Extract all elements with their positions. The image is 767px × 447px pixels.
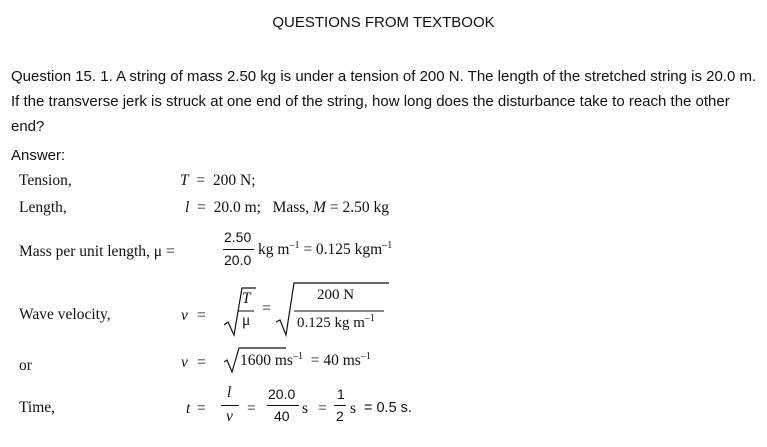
- time-bar3: [334, 405, 346, 406]
- time-bar1: [221, 405, 239, 406]
- answer-heading: Answer:: [11, 147, 66, 164]
- tension-label: Tension,: [19, 172, 72, 189]
- time-bar2: [267, 405, 299, 406]
- wave-velocity-equals: =: [197, 307, 206, 324]
- time-d3: 2: [336, 408, 344, 424]
- question-text: Question 15. 1. A string of mass 2.50 kg is under a tension of 200 N. The length of the stretched string is 20.0 m. If the transverse jerk is struck at one end of the string, how long does the disturbance take to reach the other end?: [11, 68, 757, 135]
- time-label: Time,: [19, 399, 56, 416]
- wave-velocity-label: Wave velocity,: [19, 306, 111, 323]
- time-n3: 1: [337, 386, 345, 402]
- wave-velocity-symbol: v: [181, 307, 188, 324]
- time-s2: s: [350, 400, 357, 417]
- or-equation: 1600 $ms^{-1} = 40$ $ms^{-1}$: [240, 351, 371, 370]
- or-symbol: v: [181, 354, 188, 371]
- mpl-result: kg $m^{-1} = 0.125$ kgm$^{-1}$: [258, 240, 393, 259]
- sqrt-frac-num: T: [242, 290, 251, 307]
- mass-per-length-label: Mass per unit length, μ =: [19, 243, 175, 260]
- or-label: or: [19, 357, 32, 374]
- mpl-denominator: 20.0: [224, 252, 252, 268]
- length-label: Length,: [19, 199, 67, 216]
- time-n1: l: [227, 384, 232, 401]
- mpl-fraction-bar: [223, 249, 254, 250]
- tension-equation: T = 200 N;: [180, 172, 256, 189]
- time-equals: =: [197, 400, 206, 417]
- page-title: QUESTIONS FROM TEXTBOOK: [272, 14, 495, 31]
- time-s1: s: [302, 400, 309, 417]
- time-eq3: =: [318, 400, 327, 417]
- length-equation: l = 20.0 m; Mass, M = 2.50 kg: [185, 199, 389, 216]
- mpl-numerator: 2.50: [224, 229, 252, 245]
- time-n2: 20.0: [268, 386, 296, 402]
- wave-velocity-eq2: =: [262, 300, 271, 317]
- time-d1: v: [226, 408, 233, 425]
- or-equals: =: [197, 354, 206, 371]
- rhs-numerator: 200 N: [317, 287, 355, 303]
- sqrt-frac-den: μ: [242, 312, 251, 329]
- time-symbol: t: [186, 400, 191, 417]
- time-eq2: =: [247, 400, 256, 417]
- rhs-denominator: 0.125 kg $m^{-1}$: [297, 313, 375, 331]
- time-result: = 0.5 s.: [364, 400, 412, 416]
- time-d2: 40: [274, 408, 290, 424]
